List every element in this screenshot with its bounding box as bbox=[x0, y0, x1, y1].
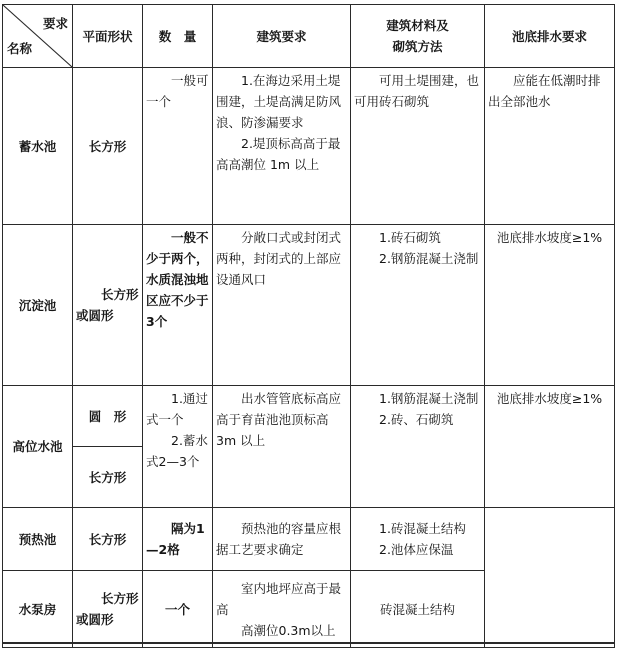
corner-label-name: 名称 bbox=[7, 41, 33, 56]
materials-cell: 可用土堤围建，也可用砖石砌筑 bbox=[351, 68, 485, 225]
materials-item-2: 2.钢筋混凝土浇制 bbox=[379, 251, 479, 266]
table-row bbox=[3, 508, 615, 571]
materials-cell bbox=[351, 386, 485, 508]
shape-cell-1: 圆 形 bbox=[73, 386, 143, 447]
materials-cell bbox=[351, 225, 485, 386]
table-bottom-rule bbox=[2, 642, 614, 644]
corner-label-requirement: 要求 bbox=[42, 16, 68, 31]
quantity-item-1: 1.通过式一个 bbox=[146, 391, 208, 427]
header-shape: 平面形状 bbox=[73, 5, 143, 68]
materials-cell: 砖混凝土结构 bbox=[351, 571, 485, 648]
table-row bbox=[3, 68, 615, 225]
header-materials-line-2: 砌筑方法 bbox=[392, 39, 443, 54]
quantity-cell: 一个 bbox=[143, 571, 213, 648]
building-item-1: 室内地坪应高于最 高 bbox=[216, 580, 342, 617]
drainage-cell: 池底排水坡度≥1% bbox=[485, 386, 615, 508]
header-quantity: 数 量 bbox=[143, 5, 213, 68]
header-materials bbox=[351, 5, 485, 68]
header-row bbox=[3, 5, 615, 68]
shape-cell-2: 长方形 bbox=[73, 447, 143, 508]
header-building: 建筑要求 bbox=[213, 5, 351, 68]
quantity-cell bbox=[143, 386, 213, 508]
header-drainage: 池底排水要求 bbox=[485, 5, 615, 68]
materials-cell bbox=[351, 508, 485, 571]
materials-item-1: 1.砖混凝土结构 bbox=[379, 521, 466, 536]
drainage-cell: 池底排水坡度≥1% bbox=[485, 225, 615, 386]
row-name-cell: 蓄水池 bbox=[3, 68, 73, 225]
header-materials-line-1: 建筑材料及 bbox=[386, 18, 449, 33]
building-cell: 预热池的容量应根据工艺要求确定 bbox=[213, 508, 351, 571]
building-cell bbox=[213, 571, 351, 648]
shape-cell: 长方形 bbox=[73, 508, 143, 571]
building-item-2: 2.堤顶标高高于最高高潮位 1m 以上 bbox=[216, 136, 341, 172]
materials-item-2: 2.砖、石砌筑 bbox=[379, 412, 454, 427]
row-name-cell: 沉淀池 bbox=[3, 225, 73, 386]
building-cell: 分敞口式或封闭式两种，封闭式的上部应设通风口 bbox=[213, 225, 351, 386]
quantity-cell: 一般不少于两个，水质混浊地区应不少于3个 bbox=[143, 225, 213, 386]
quantity-item-2: 2.蓄水式2—3个 bbox=[146, 433, 208, 469]
table-row bbox=[3, 225, 615, 386]
header-corner-cell bbox=[3, 5, 73, 68]
building-item-2: 高潮位0.3m以上 bbox=[241, 622, 336, 638]
building-cell bbox=[213, 68, 351, 225]
building-item-1: 1.在海边采用土堤围建，土堤高满足防风浪、防渗漏要求 bbox=[216, 73, 342, 130]
shape-cell: 长方形或圆形 bbox=[73, 571, 143, 648]
materials-item-1: 1.钢筋混凝土浇制 bbox=[379, 391, 479, 406]
row-name-cell: 高位水池 bbox=[3, 386, 73, 508]
building-cell: 出水管管底标高应高于育苗池池顶标高 3m 以上 bbox=[213, 386, 351, 508]
drainage-cell: 应能在低潮时排出全部池水 bbox=[485, 68, 615, 225]
row-name-cell: 预热池 bbox=[3, 508, 73, 571]
shape-cell: 长方形 bbox=[73, 68, 143, 225]
shape-cell: 长方形或圆形 bbox=[73, 225, 143, 386]
materials-item-1: 1.砖石砌筑 bbox=[379, 230, 441, 245]
materials-item-2: 2.池体应保温 bbox=[379, 542, 454, 557]
table-row bbox=[3, 386, 615, 447]
pond-requirements-table bbox=[2, 4, 615, 648]
quantity-cell: 一般可一个 bbox=[143, 68, 213, 225]
quantity-cell: 隔为1—2格 bbox=[143, 508, 213, 571]
row-name-cell: 水泵房 bbox=[3, 571, 73, 648]
drainage-cell-empty bbox=[485, 508, 615, 648]
